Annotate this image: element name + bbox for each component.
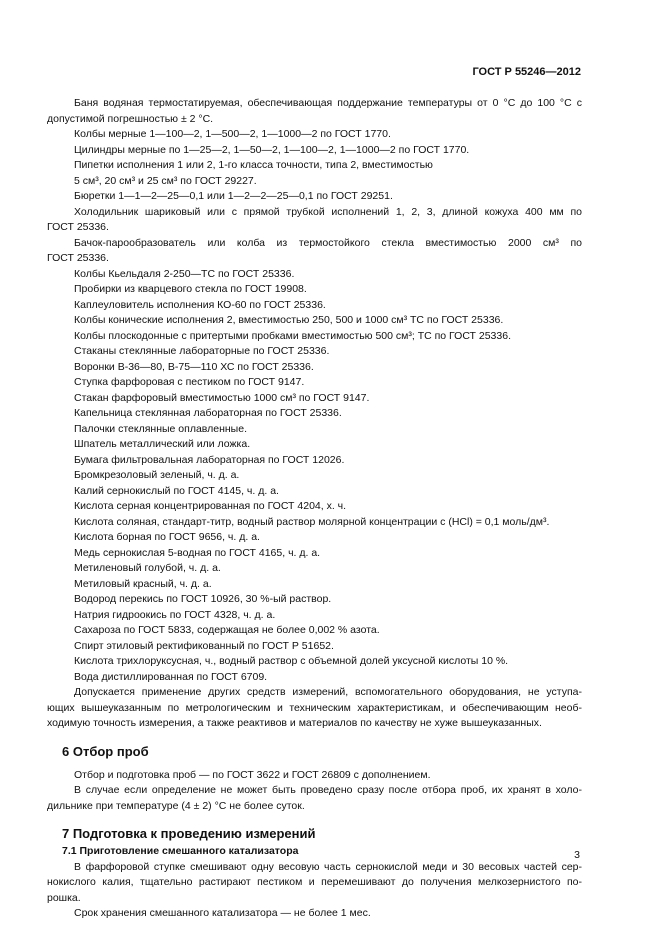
text-line: Натрия гидроокись по ГОСТ 4328, ч. д. а. [74,608,276,621]
text-line: Стаканы стеклянные лабораторные по ГОСТ 25336. [74,345,330,357]
text-line: 5 см³, 20 см³ и 25 см³ по ГОСТ 29227. [74,174,257,187]
section-7-title: 7 Подготовка к проведению измерений [62,826,316,841]
text-line: допустимой погрешностью ± 2 °С. [47,112,214,125]
text-line: ГОСТ 25336. [47,252,109,264]
text-line: Пробирки из кварцевого стекла по ГОСТ 19908. [74,283,307,295]
text-line: Холодильник шариковый или с прямой трубкой исполнений 1, 2, 3, длиной кожуха 400 мм по [74,205,582,218]
section-6-title: 6 Отбор проб [62,743,149,759]
text-line: Кислота борная по ГОСТ 9656, ч. д. а. [74,531,260,543]
text-line: Медь сернокислая 5-водная по ГОСТ 4165, ч. д. а. [74,546,321,559]
text-line: Палочки стеклянные оплавленные. [74,422,247,435]
text-line: Срок хранения смешанного катализатора — не более 1 мес. [74,907,371,919]
text-line: ГОСТ 25336. [47,221,109,233]
text-line: ходимую точность измерения, а также реактивов и материалов по качеству не хуже вышеуказанных. [47,717,542,729]
text-line: Колбы мерные 1—100—2, 1—500—2, 1—1000—2 по ГОСТ 1770. [74,128,391,140]
text-line: ющих вышеуказанным по метрологическим и техническим характеристикам, и обеспечивающим необ- [47,701,582,714]
text-line: нокислого калия, тщательно растирают пестиком и перемешивают до получения мелкозернистого по- [47,876,582,888]
text-line: Бромкрезоловый зеленый, ч. д. а. [74,469,240,481]
text-line: Вода дистиллированная по ГОСТ 6709. [74,670,268,683]
text-line: Капельница стеклянная лабораторная по ГОСТ 25336. [74,407,342,419]
section-6-body [47,768,582,815]
text-line: Каплеуловитель исполнения КО-60 по ГОСТ 25336. [74,298,326,311]
text-line: В фарфоровой ступке смешивают одну весовую часть сернокислой меди и 30 весовых частей сер- [74,860,582,873]
text-line: Ступка фарфоровая с пестиком по ГОСТ 9147. [74,376,305,388]
text-line: Кислота соляная, стандарт-титр, водный раствор молярной концентрации с (HCl) = 0,1 моль/дм³. [74,515,550,528]
text-line: Колбы конические исполнения 2, вместимостью 250, 500 и 1000 см³ ТС по ГОСТ 25336. [74,314,504,326]
text-line: Спирт этиловый ректификованный по ГОСТ Р 51652. [74,639,334,652]
text-line: Кислота серная концентрированная по ГОСТ 4204, х. ч. [74,500,347,512]
text-line: Колбы Кьельдаля 2-250—ТС по ГОСТ 25336. [74,267,295,280]
text-line: Шпатель металлический или ложка. [74,438,251,450]
page-body [47,96,582,922]
text-line: Допускается применение других средств измерений, вспомогательного оборудования, не уступа- [74,686,582,698]
text-line: Водород перекись по ГОСТ 10926, 30 %-ый раствор. [74,593,332,605]
text-line: Колбы плоскодонные с притертыми пробками вместимостью 500 см³; ТС по ГОСТ 25336. [74,329,511,342]
text-line: Пипетки исполнения 1 или 2, 1-го класса точности, типа 2, вместимостью [74,159,433,171]
text-line: Сахароза по ГОСТ 5833, содержащая не более 0,002 % азота. [74,624,380,636]
text-line: дильнике при температуре (4 ± 2) °С не более суток. [47,799,305,812]
equipment-list [47,96,582,732]
text-line: Отбор и подготовка проб — по ГОСТ 3622 и ГОСТ 26809 с дополнением. [74,768,431,781]
document-header: ГОСТ Р 55246—2012 [472,66,581,78]
text-line: Бюретки 1—1—2—25—0,1 или 1—2—2—25—0,1 по ГОСТ 29251. [74,190,393,202]
page-number: 3 [574,849,580,861]
text-line: Бачок-парообразователь или колба из термостойкого стекла вместимостью 2000 см³ по [74,236,582,249]
text-line: Цилиндры мерные по 1—25—2, 1—50—2, 1—100—2, 1—1000—2 по ГОСТ 1770. [74,143,470,156]
text-line: Стакан фарфоровый вместимостью 1000 см³ по ГОСТ 9147. [74,391,370,404]
text-line: Баня водяная термостатируемая, обеспечивающая поддержание температуры от 0 °С до 100 °С с [74,97,582,109]
section-7-body [47,860,582,922]
text-line: В случае если определение не может быть проведено сразу после отбора проб, их хранят в холо- [74,784,582,796]
text-line: Воронки В-36—80, В-75—110 ХС по ГОСТ 25336. [74,360,314,373]
text-line: Калий сернокислый по ГОСТ 4145, ч. д. а. [74,484,279,497]
text-line: рошка. [47,891,81,904]
text-line: Бумага фильтровальная лабораторная по ГОСТ 12026. [74,453,345,466]
text-line: Кислота трихлоруксусная, ч., водный раствор с объемной долей уксусной кислоты 10 %. [74,655,509,667]
text-line: Метиленовый голубой, ч. д. а. [74,562,221,574]
subsection-7-1-title: 7.1 Приготовление смешанного катализатора [62,845,299,857]
text-line: Метиловый красный, ч. д. а. [74,577,212,590]
